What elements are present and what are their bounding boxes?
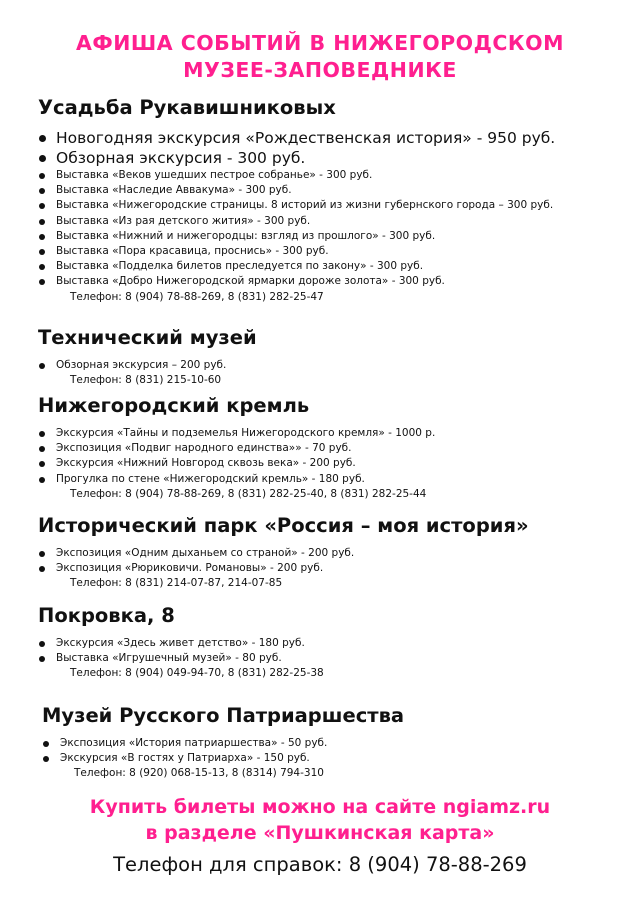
list-item: Выставка «Нижегородские страницы. 8 историй из жизни губернского города – 300 руб. <box>38 198 618 213</box>
list-item: Выставка «Веков ушедших пестрое собранье» - 300 руб. <box>38 168 618 183</box>
section-title: Музей Русского Патриаршества <box>42 704 405 727</box>
section-title: Исторический парк «Россия – моя история» <box>38 514 529 537</box>
list-item: Выставка «Добро Нижегородской ярмарки дороже золота» - 300 руб. <box>38 274 618 289</box>
section-pokrovka-8 <box>38 604 618 681</box>
list-item: Экскурсия «Здесь живет детство» - 180 руб. <box>38 636 618 651</box>
list-item: Выставка «Из рая детского жития» - 300 руб. <box>38 214 618 229</box>
list-item: Выставка «Игрушечный музей» - 80 руб. <box>38 651 618 666</box>
list-item: Новогодняя экскурсия «Рождественская история» - 950 руб. <box>38 128 618 148</box>
ticket-purchase-line-1: Купить билеты можно на сайте ngiamz.ru <box>89 796 551 818</box>
section-rukavishnikov-estate <box>38 96 618 305</box>
event-list <box>38 426 618 487</box>
section-title: Усадьба Рукавишниковых <box>38 96 336 119</box>
event-list <box>42 736 622 766</box>
page-title-line-2: МУЗЕЕ-ЗАПОВЕДНИКЕ <box>183 58 457 82</box>
list-item: Экскурсия «В гостях у Патриарха» - 150 руб. <box>42 751 622 766</box>
info-phone: Телефон для справок: 8 (904) 78-88-269 <box>113 853 527 876</box>
phone-text: Телефон: 8 (831) 215-10-60 <box>70 374 222 387</box>
ticket-purchase-notice <box>0 794 640 846</box>
list-item: Выставка «Пора красавица, проснись» - 300 руб. <box>38 244 618 259</box>
section-technical-museum <box>38 326 618 388</box>
page-title-line-1: АФИША СОБЫТИЙ В НИЖЕГОРОДСКОМ <box>76 31 564 55</box>
event-list <box>38 636 618 666</box>
list-item: Прогулка по стене «Нижегородский кремль» - 180 руб. <box>38 472 618 487</box>
ticket-purchase-line-2: в разделе «Пушкинская карта» <box>145 822 495 844</box>
section-title: Технический музей <box>38 326 257 349</box>
list-item: Экспозиция «Рюриковичи. Романовы» - 200 руб. <box>38 561 618 576</box>
list-item: Экспозиция «Подвиг народного единства»» - 70 руб. <box>38 441 618 456</box>
list-item: Экскурсия «Нижний Новгород сквозь века» - 200 руб. <box>38 456 618 471</box>
list-item: Выставка «Подделка билетов преследуется по закону» - 300 руб. <box>38 259 618 274</box>
list-item: Экскурсия «Тайны и подземелья Нижегородского кремля» - 1000 р. <box>38 426 618 441</box>
section-title: Нижегородский кремль <box>38 394 310 417</box>
phone-text: Телефон: 8 (904) 049-94-70, 8 (831) 282-25-38 <box>70 667 324 680</box>
list-item: Выставка «Нижний и нижегородцы: взгляд из прошлого» - 300 руб. <box>38 229 618 244</box>
event-list <box>38 358 618 373</box>
page-title <box>0 30 640 84</box>
section-title: Покровка, 8 <box>38 604 175 627</box>
event-list <box>38 128 618 290</box>
list-item: Обзорная экскурсия – 200 руб. <box>38 358 618 373</box>
phone-text: Телефон: 8 (831) 214-07-87, 214-07-85 <box>70 577 283 590</box>
section-historical-park <box>38 514 618 591</box>
list-item: Экспозиция «История патриаршества» - 50 руб. <box>42 736 622 751</box>
phone-text: Телефон: 8 (920) 068-15-13, 8 (8314) 794-310 <box>74 767 324 780</box>
phone-text: Телефон: 8 (904) 78-88-269, 8 (831) 282-25-47 <box>70 290 324 303</box>
section-patriarchate-museum <box>42 704 622 781</box>
list-item: Экспозиция «Одним дыханьем со страной» - 200 руб. <box>38 546 618 561</box>
section-nizhny-kremlin <box>38 394 618 502</box>
list-item: Обзорная экскурсия - 300 руб. <box>38 148 618 168</box>
phone-text: Телефон: 8 (904) 78-88-269, 8 (831) 282-25-40, 8 (831) 282-25-44 <box>70 487 427 500</box>
event-list <box>38 546 618 576</box>
list-item: Выставка «Наследие Аввакума» - 300 руб. <box>38 183 618 198</box>
